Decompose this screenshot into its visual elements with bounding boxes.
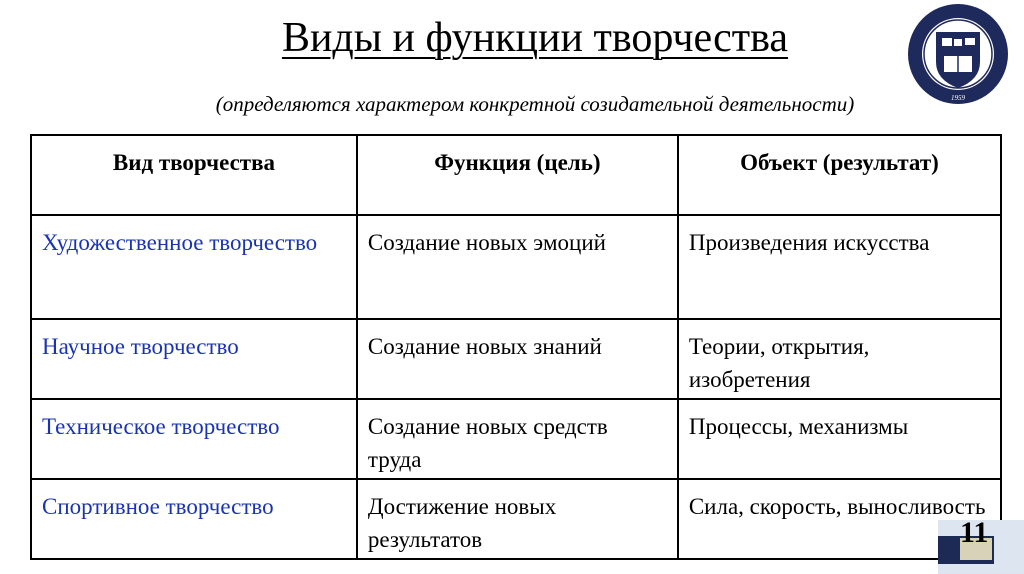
table-cell: Художественное творчество [31,215,357,319]
table-cell: Теории, открытия, изобретения [678,319,1001,399]
table-header-row [31,135,1001,215]
table-cell: Процессы, механизмы [678,399,1001,479]
table-row [31,319,1001,399]
table-cell: Создание новых средств труда [357,399,678,479]
svg-text:1959: 1959 [951,94,965,102]
slide-title: Виды и функции творчества [281,15,789,61]
table-cell: Техническое творчество [31,399,357,479]
table-cell: Научное творчество [31,319,357,399]
page-number: 11 [960,516,989,549]
column-header: Объект (результат) [678,135,1001,215]
table-cell: Создание новых знаний [357,319,678,399]
table-row [31,399,1001,479]
table-cell: Спортивное творчество [31,479,357,559]
table-cell: Сила, скорость, выносливость [678,479,1001,559]
table-row [31,479,1001,559]
university-logo [906,2,1010,106]
slide-subtitle: (определяются характером конкретной созидательной деятельности) [215,92,855,116]
table-cell: Произведения искусства [678,215,1001,319]
column-header: Функция (цель) [357,135,678,215]
table-row [31,215,1001,319]
column-header: Вид творчества [31,135,357,215]
table-cell: Создание новых эмоций [357,215,678,319]
table-cell: Достижение новых результатов [357,479,678,559]
creativity-table [30,134,1002,560]
